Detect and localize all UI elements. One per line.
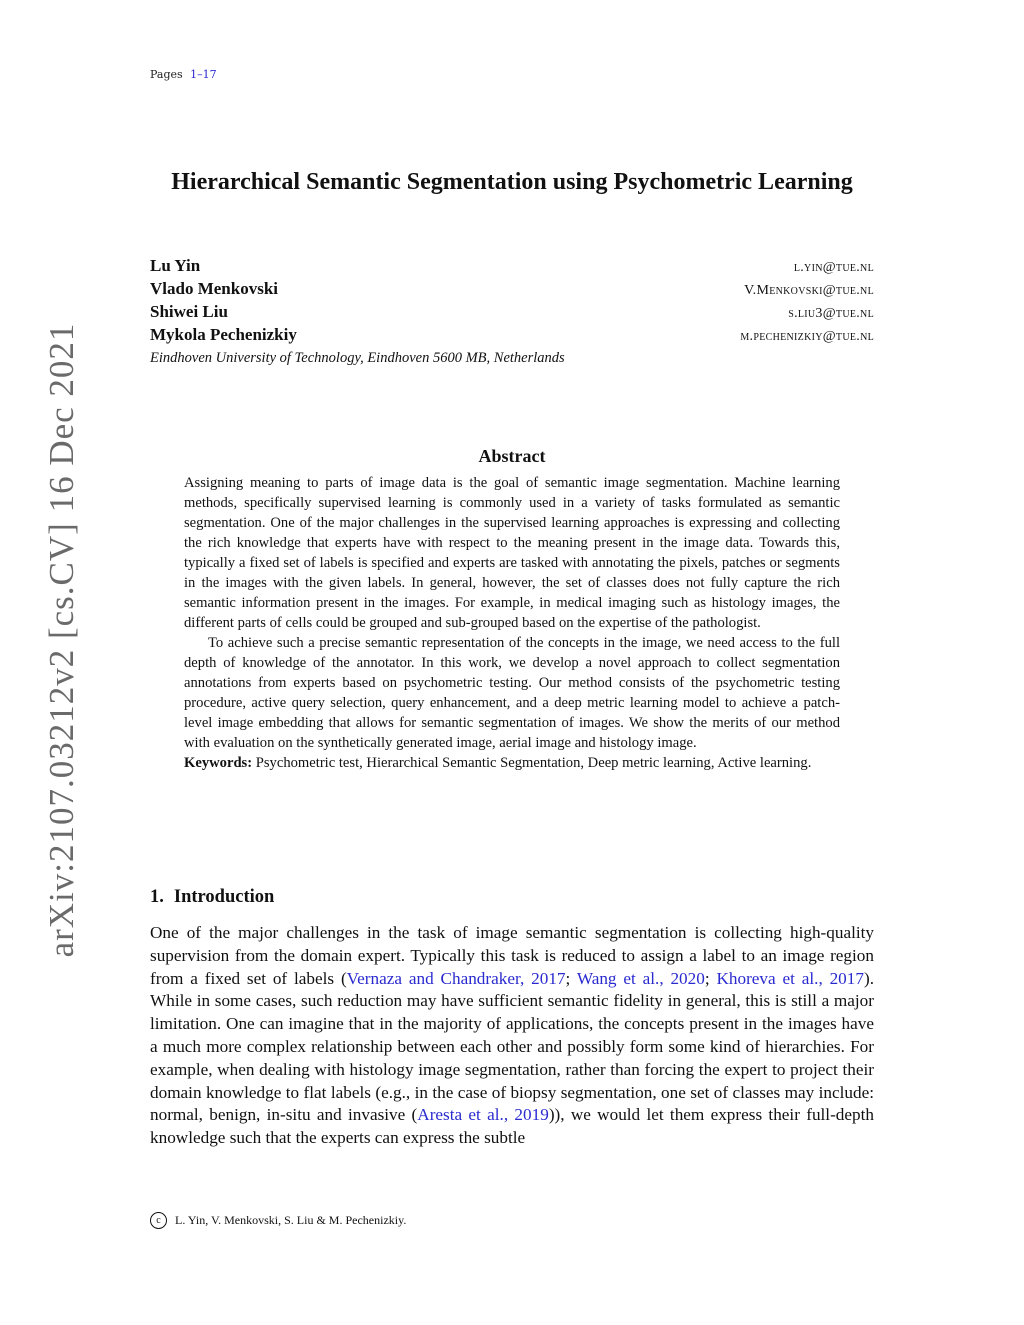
author-name: Mykola Pechenizkiy <box>150 325 297 344</box>
copyright-icon: c <box>150 1212 167 1229</box>
author-row <box>150 325 874 348</box>
citation-separator: ; <box>704 968 717 988</box>
pages-range-link[interactable]: 1–17 <box>190 68 217 81</box>
copyright-text: L. Yin, V. Menkovski, S. Liu & M. Pechenizkiy. <box>175 1213 407 1227</box>
copyright-footer <box>150 1212 406 1229</box>
pages-label: Pages <box>150 68 183 81</box>
citation-link[interactable]: Wang et al., 2020 <box>576 968 705 988</box>
abstract-body <box>184 473 840 773</box>
citation-separator: ; <box>565 968 577 988</box>
paper-title: Hierarchical Semantic Segmentation using Psychometric Learning <box>171 169 853 195</box>
section-number: 1. <box>150 887 164 907</box>
keywords-line <box>184 753 840 773</box>
introduction-body <box>150 922 874 1150</box>
citation-link[interactable]: Khoreva et al., 2017 <box>716 968 864 988</box>
abstract-heading: Abstract <box>478 446 546 466</box>
author-name: Vlado Menkovski <box>150 279 278 298</box>
intro-text: ). While in some cases, such reduction may have sufficient semantic fidelity in general, this is still a major limitation. One can imagine that in the majority of applications, the concepts present in the images have a much more complex relationship between each other and possibly form some kind of hierarchies. For example, when dealing with histology image segmentation, rather than forcing the expert to project their domain knowledge to flat labels (e.g., in the case of biopsy segmentation, one set of classes may include: normal, benign, in-situ and invasive ( <box>150 968 874 1125</box>
introduction-paragraph <box>150 922 874 1150</box>
author-email-link[interactable]: l.yin@tue.nl <box>793 260 874 275</box>
intro-text: One of the major challenges in the task of image semantic segmentation is collecting high-quality supervision from the domain expert. Typically this task is reduced to assign a label to an image region from a fixed set of labels ( <box>150 923 874 988</box>
author-name: Lu Yin <box>150 256 201 275</box>
section-heading-introduction <box>150 887 274 908</box>
citation-link[interactable]: Aresta et al., 2019 <box>417 1105 549 1125</box>
section-title: Introduction <box>173 887 275 907</box>
affiliation: Eindhoven University of Technology, Eindhoven 5600 MB, Netherlands <box>150 350 565 366</box>
citation-link[interactable]: Vernaza and Chandraker, 2017 <box>346 968 566 988</box>
arxiv-identifier-stamp: arXiv:2107.03212v2 [cs.CV] 16 Dec 2021 <box>42 322 81 958</box>
author-email-link[interactable]: V.Menkovski@tue.nl <box>744 283 874 298</box>
keywords-label: Keywords: <box>184 755 253 771</box>
author-block <box>150 256 874 367</box>
author-row <box>150 302 874 325</box>
intro-text: )), we would let them express their full-depth knowledge such that the experts can express the subtle <box>150 1105 874 1148</box>
abstract-paragraph: To achieve such a precise semantic representation of the concepts in the image, we need access to the full depth of knowledge of the annotator. In this work, we develop a novel approach to collect segmentation annotations from experts based on psychometric testing. Our method consists of the psychometric testing procedure, active query selection, query enhancement, and a deep metric learning model to achieve a patch-level image embedding that allows for semantic segmentation of images. We show the merits of our method with evaluation on the synthetically generated image, aerial image and histology image. <box>184 635 840 751</box>
author-row <box>150 279 874 302</box>
author-email-link[interactable]: s.liu3@tue.nl <box>788 306 874 321</box>
keywords-text: Psychometric test, Hierarchical Semantic Segmentation, Deep metric learning, Active learning. <box>255 755 812 771</box>
abstract-paragraph: Assigning meaning to parts of image data is the goal of semantic image segmentation. Machine learning methods, specifically supervised learning is commonly used in a variety of tasks formulated as semantic segmentation. One of the major challenges in the supervised learning approaches is expressing and collecting the rich knowledge that experts have with respect to the meaning present in the image data. Towards this, typically a fixed set of labels is specified and experts are tasked with annotating the pixels, patches or segments in the images with the given labels. In general, however, the set of classes does not fully capture the rich semantic information present in the images. For example, in medical imaging such as histology images, the different parts of cells could be grouped and sub-grouped based on the expertise of the pathologist. <box>184 475 840 631</box>
author-name: Shiwei Liu <box>150 302 228 321</box>
author-row <box>150 256 874 279</box>
author-email-link[interactable]: m.pechenizkiy@tue.nl <box>740 329 874 344</box>
page-header <box>150 68 217 81</box>
